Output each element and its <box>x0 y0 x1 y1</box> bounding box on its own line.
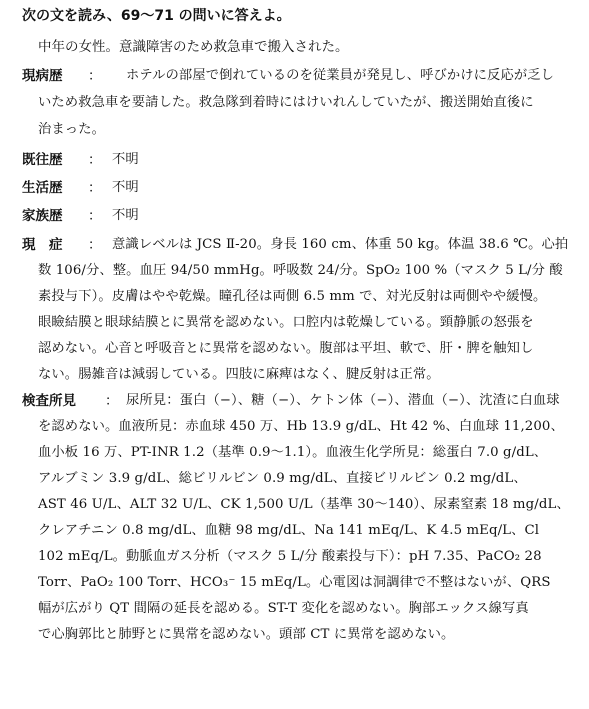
present-status-line: 意識レベルは JCS Ⅱ-20。身長 160 cm、体重 50 kg。体温 38.6 ℃。心拍 <box>112 237 569 252</box>
family-history-label: 家族歴 <box>22 208 63 224</box>
past-history-label: 既往歴 <box>22 152 63 168</box>
lab-findings-line: アルブミン 3.9 g/dL、総ビリルビン 0.9 mg/dL、直接ビリルビン 0.2 mg/dL、 <box>38 471 527 486</box>
family-history-colon: ： <box>88 208 102 224</box>
lab-findings-line: クレアチニン 0.8 mg/dL、血糖 98 mg/dL、Na 141 mEq/L、K 4.5 mEq/L、Cl <box>38 523 540 538</box>
past-history-text: 不明 <box>112 152 139 167</box>
lab-findings-label: 検査所見 <box>22 393 76 409</box>
life-history-label: 生活歴 <box>22 180 63 196</box>
present-illness-colon: ： <box>88 68 102 84</box>
family-history-text: 不明 <box>112 208 139 223</box>
present-status-label: 現 症 <box>22 237 63 253</box>
life-history-text: 不明 <box>112 180 139 195</box>
lab-findings-line: Torr、PaO₂ 100 Torr、HCO₃⁻ 15 mEq/L。心電図は洞調律で不整はないが、QRS <box>38 575 551 590</box>
present-status-line: 素投与下）。皮膚はやや乾燥。瞳孔径は両側 6.5 mm で、対光反射は両側やや緩慢。 <box>38 289 547 304</box>
lab-findings-colon: ： <box>105 393 119 409</box>
question-instruction: 次の文を読み、69〜71 の問いに答えよ。 <box>22 8 291 24</box>
present-illness-line: いため救急車を要請した。救急隊到着時にはけいれんしていたが、搬送開始直後に <box>38 95 534 110</box>
lab-findings-line: 尿所見：蛋白（−）、糖（−）、ケトン体（−）、潜血（−）、沈渣に白血球 <box>126 393 560 408</box>
present-illness-line: 治まった。 <box>38 122 105 137</box>
life-history-colon: ： <box>88 180 102 196</box>
present-status-line: 認めない。心音と呼吸音とに異常を認めない。腹部は平坦、軟で、肝・脾を触知し <box>38 341 534 356</box>
present-illness-label: 現病歴 <box>22 68 63 84</box>
lab-findings-line: で心胸郭比と肺野とに異常を認めない。頭部 CT に異常を認めない。 <box>38 627 455 642</box>
lab-findings-line: AST 46 U/L、ALT 32 U/L、CK 1,500 U/L（基準 30〜140）、尿素窒素 18 mg/dL、 <box>38 497 570 512</box>
present-status-line: 眼瞼結膜と眼球結膜とに異常を認めない。口腔内は乾燥している。頸静脈の怒張を <box>38 315 534 330</box>
lab-findings-line: 血小板 16 万、PT-INR 1.2（基準 0.9〜1.1）。血液生化学所見：総蛋白 7.0 g/dL、 <box>38 445 548 460</box>
present-status-line: ない。腸雑音は減弱している。四肢に麻痺はなく、腱反射は正常。 <box>38 367 440 382</box>
lab-findings-line: 102 mEq/L。動脈血ガス分析（マスク 5 L/分 酸素投与下）：pH 7.35、PaCO₂ 28 <box>38 549 542 564</box>
present-status-line: 数 106/分、整。血圧 94/50 mmHg。呼吸数 24/分。SpO₂ 100 %（マスク 5 L/分 酸 <box>38 263 563 278</box>
past-history-colon: ： <box>88 152 102 168</box>
lab-findings-line: 幅が広がり QT 間隔の延長を認める。ST-T 変化を認めない。胸部エックス線写真 <box>38 601 529 616</box>
present-status-colon: ： <box>88 237 102 253</box>
case-intro: 中年の女性。意識障害のため救急車で搬入された。 <box>38 39 349 55</box>
lab-findings-line: を認めない。血液所見：赤血球 450 万、Hb 13.9 g/dL、Ht 42 %、白血球 11,200、 <box>38 419 564 434</box>
present-illness-line: ホテルの部屋で倒れているのを従業員が発見し、呼びかけに反応が乏し <box>126 68 555 83</box>
